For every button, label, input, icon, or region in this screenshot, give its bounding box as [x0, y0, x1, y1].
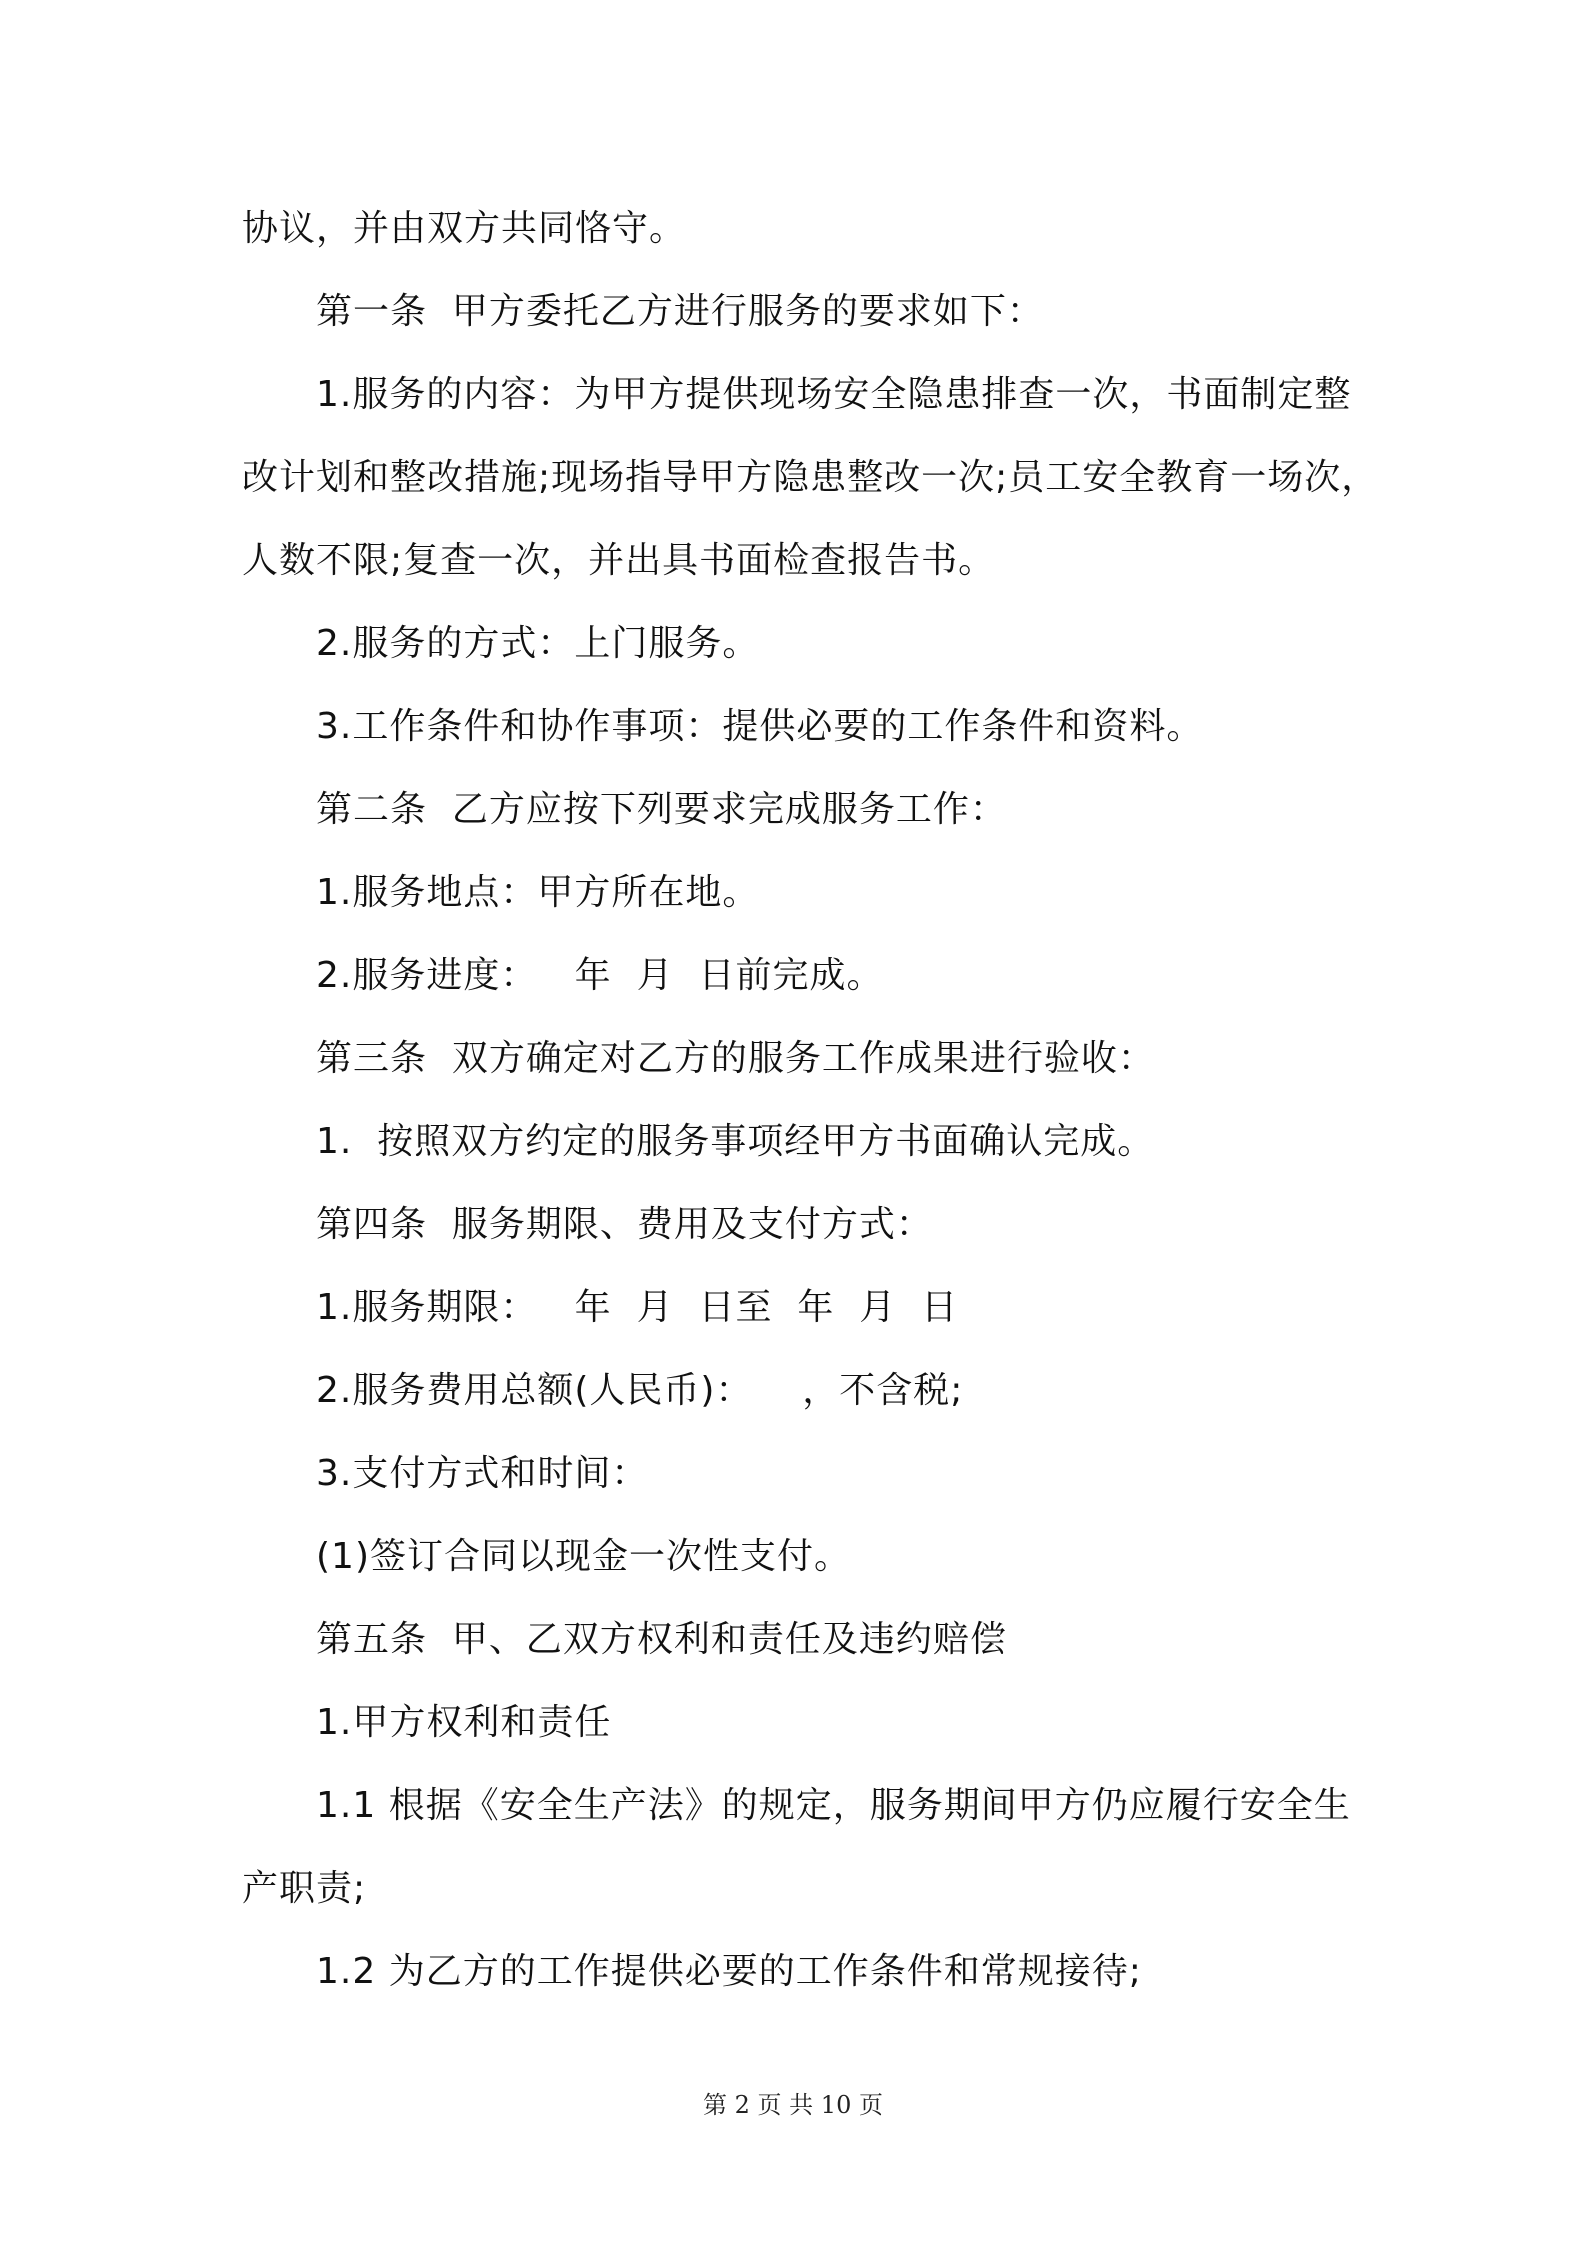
article-2-heading: 第二条 乙方应按下列要求完成服务工作： [316, 789, 1007, 830]
paragraph-line: 3.工作条件和协作事项：提供必要的工作条件和资料。 [316, 706, 1204, 747]
paragraph-line: 2.服务费用总额(人民币)： ，不含税; [316, 1370, 964, 1411]
paragraph-line: 1.2 为乙方的工作提供必要的工作条件和常规接待; [316, 1951, 1142, 1992]
paragraph-line: 2.服务进度： 年 月 日前完成。 [316, 955, 884, 996]
paragraph-line: 人数不限;复查一次，并出具书面检查报告书。 [242, 540, 996, 581]
article-5-heading: 第五条 甲、乙双方权利和责任及违约赔偿 [316, 1619, 1007, 1660]
paragraph-line: 1.甲方权利和责任 [316, 1702, 612, 1743]
paragraph-line: (1)签订合同以现金一次性支付。 [316, 1536, 851, 1577]
paragraph-line: 2.服务的方式：上门服务。 [316, 623, 760, 664]
paragraph-line: 改计划和整改措施;现场指导甲方隐患整改一次;员工安全教育一场次， [242, 457, 1379, 498]
paragraph-line: 1. 按照双方约定的服务事项经甲方书面确认完成。 [316, 1121, 1155, 1162]
article-4-heading: 第四条 服务期限、费用及支付方式： [316, 1204, 933, 1245]
paragraph-line: 1.1 根据《安全生产法》的规定，服务期间甲方仍应履行安全生 [316, 1785, 1351, 1826]
page-number-footer: 第 2 页 共 10 页 [703, 2091, 883, 2119]
article-3-heading: 第三条 双方确定对乙方的服务工作成果进行验收： [316, 1038, 1155, 1079]
paragraph-line: 1.服务期限： 年 月 日至 年 月 日 [316, 1287, 959, 1328]
paragraph-line: 1.服务的内容：为甲方提供现场安全隐患排查一次，书面制定整 [316, 374, 1352, 415]
paragraph-line: 产职责; [242, 1868, 367, 1909]
paragraph-line: 3.支付方式和时间： [316, 1453, 649, 1494]
paragraph-line: 协议，并由双方共同恪守。 [242, 208, 687, 249]
article-1-heading: 第一条 甲方委托乙方进行服务的要求如下： [316, 291, 1044, 332]
paragraph-line: 1.服务地点：甲方所在地。 [316, 872, 760, 913]
